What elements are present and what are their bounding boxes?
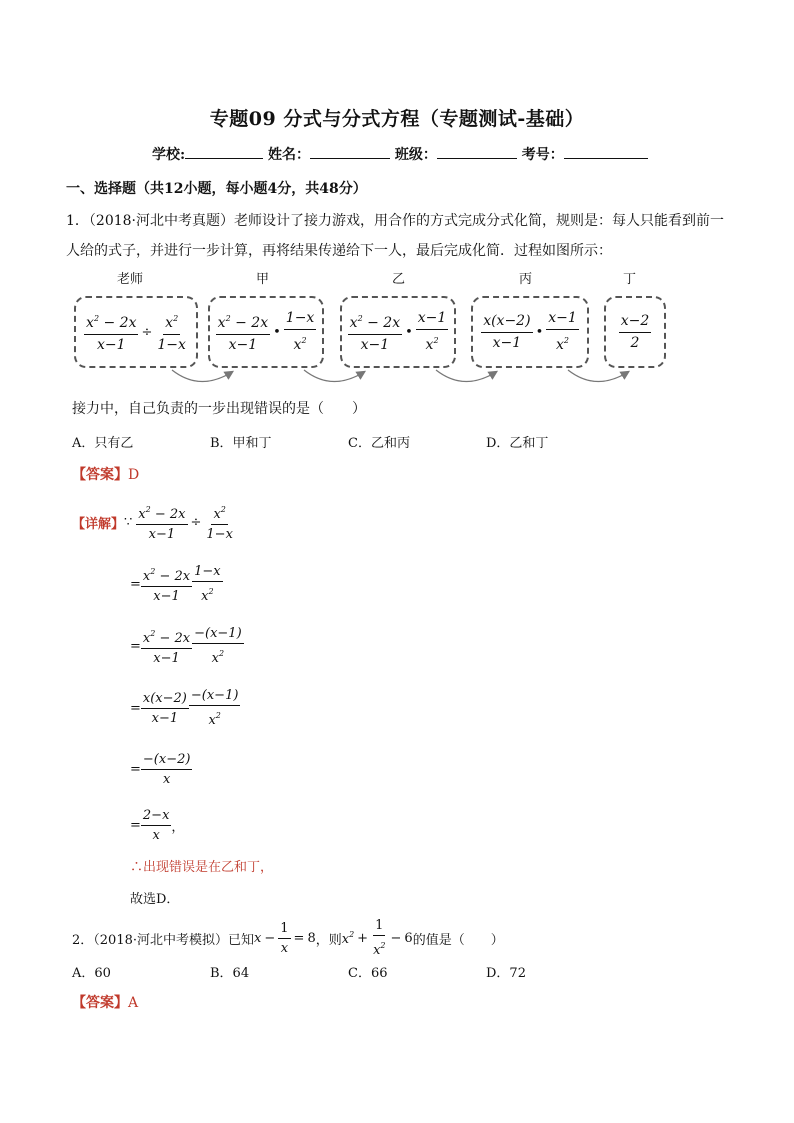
relay-box-ding: $\frac{x-2}{2}$ bbox=[604, 296, 666, 368]
q2-option-c: C．66 bbox=[348, 966, 388, 981]
q2-options bbox=[0, 962, 794, 982]
answer-value: D bbox=[128, 467, 140, 483]
q2-answer bbox=[72, 992, 138, 1012]
role-teacher: 老师 bbox=[117, 272, 144, 287]
q1-question: 接力中，自己负责的一步出现错误的是（ ） bbox=[72, 401, 366, 417]
arrow-jia-yi bbox=[304, 370, 364, 382]
arrow-teacher-jia bbox=[172, 370, 232, 382]
name-label: 姓名： bbox=[268, 147, 311, 163]
school-blank bbox=[185, 144, 263, 159]
q2-text: 2．（2018·河北中考模拟）已知 x − $\frac{1}{x}$ = 8 ，则 $x^2$ + $\frac{1}{x^2}$ − 6 的值是（ ） bbox=[72, 918, 504, 958]
detail-choose: 故选D． bbox=[130, 892, 180, 907]
q2-prefix: 2．（2018·河北中考模拟）已知 bbox=[72, 932, 254, 948]
q1-option-b: B．甲和丁 bbox=[210, 436, 272, 451]
detail-step-5: = $\frac{2-x}{x}$ ， bbox=[130, 808, 185, 843]
class-blank bbox=[437, 144, 517, 159]
relay-box-yi: $\frac{x^2 - 2x}{x-1}$ • $\frac{x-1}{x^2}$ bbox=[340, 296, 456, 368]
class-label: 班级： bbox=[394, 147, 437, 163]
relay-roles bbox=[0, 268, 794, 288]
relay-arrows bbox=[0, 366, 794, 396]
answer-tag: 【答案】 bbox=[72, 467, 128, 483]
page-title: 专题09 分式与分式方程（专题测试-基础） bbox=[209, 108, 585, 130]
student-info-line bbox=[152, 144, 648, 164]
role-jia: 甲 bbox=[256, 272, 270, 287]
arrow-yi-bing bbox=[436, 370, 496, 382]
relay-box-teacher: $\frac{x^2 - 2x}{x-1}$ ÷ $\frac{x^2}{1-x}$ bbox=[74, 296, 198, 368]
q1-text-line1: 1．（2018·河北中考真题）老师设计了接力游戏，用合作的方式完成分式化简，规则是：每人只能看到前一 bbox=[66, 213, 724, 229]
section-heading: 一、选择题（共12小题，每小题4分，共48分） bbox=[66, 181, 367, 197]
q1-option-a: A．只有乙 bbox=[72, 436, 134, 451]
detail-step-4: = $\frac{-(x-2)}{x}$ bbox=[130, 752, 191, 787]
q1-text-line2: 人给的式子，并进行一步计算，再将结果传递给下一人，最后完成化简．过程如图所示： bbox=[66, 243, 612, 259]
school-label: 学校: bbox=[152, 147, 186, 163]
q2-middle: ，则 bbox=[315, 932, 342, 948]
since-symbol: ∵ bbox=[124, 514, 133, 530]
q1-answer bbox=[72, 464, 139, 484]
q2-option-b: B．64 bbox=[210, 966, 250, 981]
q2-suffix: 的值是（ ） bbox=[412, 932, 504, 948]
q1-options bbox=[0, 432, 794, 452]
detail-step-1: = $\frac{x^2 - 2x}{x-1}$ $\frac{1-x}{x^2}$ bbox=[130, 564, 221, 604]
q1-option-c: C．乙和丙 bbox=[348, 436, 410, 451]
detail-conclusion: ∴出现错误是在乙和丁， bbox=[130, 860, 274, 875]
q2-answer-tag: 【答案】 bbox=[72, 995, 128, 1011]
detail-tag: 【详解】 bbox=[72, 516, 125, 532]
exam-no-blank bbox=[564, 144, 648, 159]
exam-no-label: 考号： bbox=[521, 147, 564, 163]
relay-box-jia: $\frac{x^2 - 2x}{x-1}$ • $\frac{1-x}{x^2}$ bbox=[208, 296, 324, 368]
q1-option-d: D．乙和丁 bbox=[486, 436, 549, 451]
detail-step-2: = $\frac{x^2 - 2x}{x-1}$ $\frac{-(x-1)}{x^2}$ bbox=[130, 626, 242, 666]
detail-step-3: = $\frac{x(x-2)}{x-1}$ $\frac{-(x-1)}{x^2}$ bbox=[130, 688, 239, 728]
role-yi: 乙 bbox=[392, 272, 406, 287]
relay-box-bing: $\frac{x(x-2)}{x-1}$ • $\frac{x-1}{x^2}$ bbox=[471, 296, 589, 368]
role-bing: 丙 bbox=[519, 272, 533, 287]
q2-option-d: D．72 bbox=[486, 966, 526, 981]
arrow-bing-ding bbox=[568, 370, 628, 382]
name-blank bbox=[310, 144, 390, 159]
role-ding: 丁 bbox=[623, 272, 637, 287]
q2-option-a: A．60 bbox=[72, 966, 111, 981]
q2-answer-value: A bbox=[128, 995, 139, 1011]
detail-step-0: 【详解】 ∵ $\frac{x^2 - 2x}{x-1}$ ÷ $\frac{x^2}{1-x}$ bbox=[72, 502, 235, 542]
